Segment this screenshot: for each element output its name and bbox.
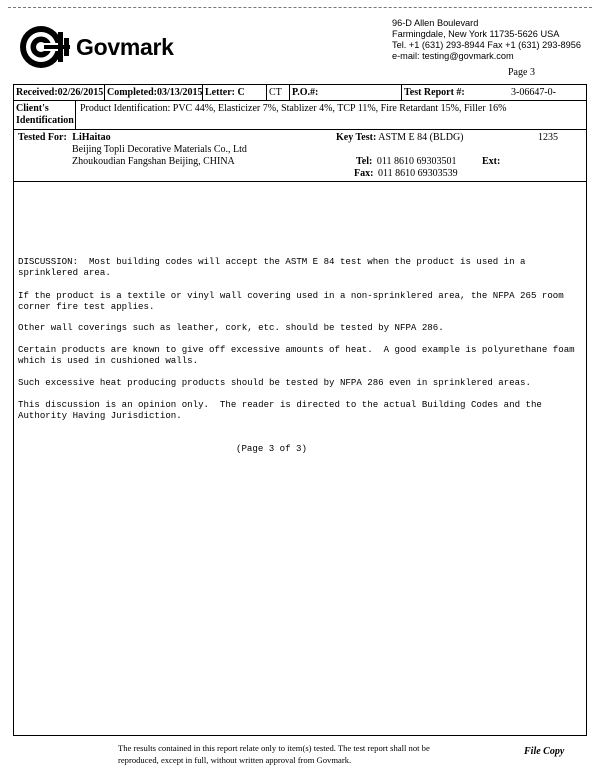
address-street: 96-D Allen Boulevard — [392, 18, 479, 28]
tested-for-company: Beijing Topli Decorative Materials Co., Ltd — [72, 144, 247, 155]
tested-for-block — [18, 132, 247, 168]
tel-line — [356, 156, 456, 167]
heat-paragraph: Certain products are known to give off excessive amounts of heat. A good example is polyurethane foam which is used in cushioned walls. — [18, 344, 575, 366]
textile-paragraph: If the product is a textile or vinyl wall covering used in a non-sprinklered area, the NFPA 265 room corner fire test applies. — [18, 290, 564, 312]
client-id-value: Product Identification: PVC 44%, Elasticizer 7%, Stablizer 4%, TCP 11%, Fire Retardant 15%, Filler 16% — [80, 103, 507, 114]
address-email: e-mail: testing@govmark.com — [392, 51, 514, 61]
tested-for-row — [14, 130, 586, 182]
fax-label: Fax: — [354, 168, 374, 179]
key-test-value: ASTM E 84 (BLDG) — [378, 132, 464, 143]
footer-line-1: The results contained in this report relate only to item(s) tested. The test report shall not be — [118, 743, 430, 753]
fax-value: 011 8610 69303539 — [377, 168, 458, 179]
key-test — [336, 132, 464, 143]
letter-code: Letter: C — [203, 85, 267, 100]
address-phone: Tel. +1 (631) 293-8944 Fax +1 (631) 293-8956 — [392, 40, 581, 50]
file-copy-mark: File Copy — [524, 746, 565, 757]
ct-code: CT — [267, 85, 290, 100]
opinion-paragraph: This discussion is an opinion only. The reader is directed to the actual Building Codes and the Authority Having Jurisdiction. — [18, 399, 542, 421]
tested-for-address: Zhoukoudian Fangshan Beijing, CHINA — [72, 156, 235, 167]
footer-disclaimer — [118, 742, 430, 766]
report-code: 1235 — [538, 132, 558, 143]
tested-for-label: Tested For: — [18, 132, 67, 143]
wall-coverings-paragraph: Other wall coverings such as leather, cork, etc. should be tested by NFPA 286. — [18, 322, 444, 333]
footer-line-2: reproduced, except in full, without written approval from Govmark. — [118, 755, 352, 765]
tel-value: 011 8610 69303501 — [376, 156, 457, 167]
fax-line — [354, 168, 458, 179]
client-identification-row — [14, 101, 586, 130]
page-number: Page 3 — [508, 67, 535, 78]
tel-label: Tel: — [356, 156, 373, 167]
client-id-label — [14, 101, 76, 129]
test-report-label: Test Report #: — [404, 87, 465, 98]
company-address — [392, 18, 581, 62]
report-info-row — [14, 85, 586, 101]
sprinklered-paragraph: Such excessive heat producing products should be tested by NFPA 286 even in sprinklered areas. — [18, 377, 531, 388]
discussion-paragraph: DISCUSSION: Most building codes will accept the ASTM E 84 test when the product is used in a sprinklered area. — [18, 256, 526, 278]
logo-wordmark: Govmark — [76, 34, 174, 60]
client-id-label-line2: Identification — [16, 115, 74, 126]
received-date: Received:02/26/2015 — [16, 87, 104, 98]
tested-for-name: LiHaitao — [72, 132, 111, 143]
page-of-total: (Page 3 of 3) — [236, 443, 307, 454]
test-report-number: 3-06647-0- — [511, 87, 556, 98]
top-dashed-rule — [8, 7, 592, 8]
po-number: P.O.#: — [290, 85, 402, 100]
address-city: Farmingdale, New York 11735-5626 USA — [392, 29, 560, 39]
globe-logo-icon — [18, 24, 70, 70]
completed-date: Completed:03/13/2015 — [107, 87, 203, 98]
ext-label: Ext: — [482, 156, 501, 167]
client-id-label-line1: Client's — [16, 103, 49, 114]
govmark-logo — [18, 24, 198, 70]
key-test-label: Key Test: — [336, 132, 377, 143]
